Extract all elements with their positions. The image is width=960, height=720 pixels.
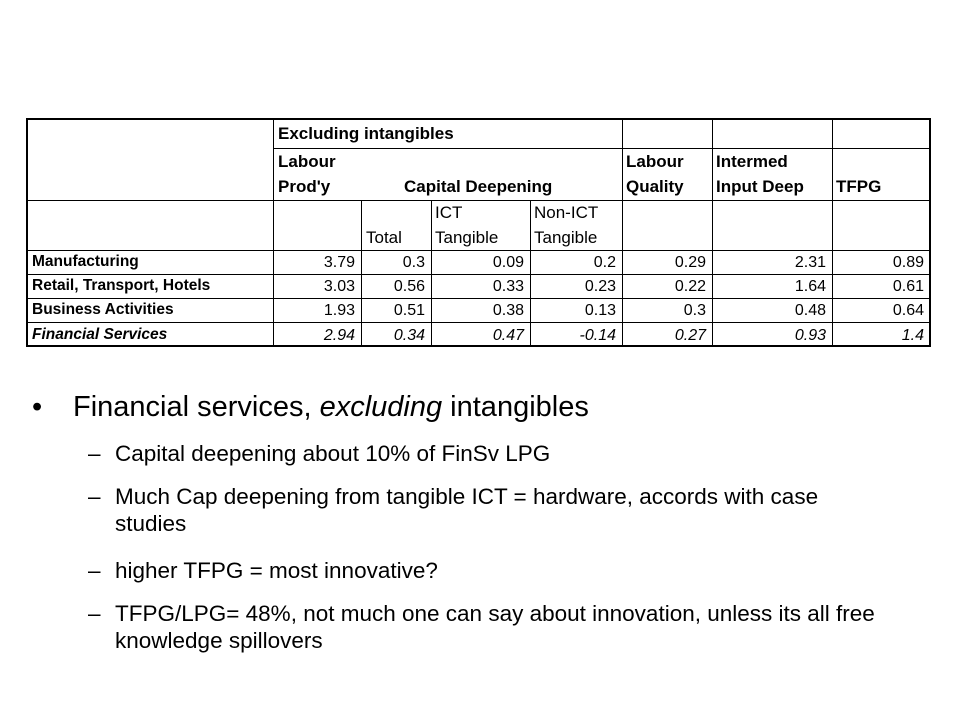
cell: 0.13 xyxy=(584,302,616,319)
sub-bullet-dash: – xyxy=(88,558,101,583)
row-label-business: Business Activities xyxy=(32,301,174,318)
table-line-h2 xyxy=(28,200,929,201)
cell: 0.64 xyxy=(892,302,924,319)
cell: 0.34 xyxy=(393,327,425,344)
table-line-v7 xyxy=(832,120,833,345)
cell: 0.3 xyxy=(402,254,425,271)
table-line-h3 xyxy=(28,250,929,251)
sub-bullet-text: higher TFPG = most innovative? xyxy=(115,558,438,583)
header-excluding-intangibles: Excluding intangibles xyxy=(278,124,454,143)
cell: 0.2 xyxy=(593,254,616,271)
header-intermed-line1: Intermed xyxy=(716,152,788,171)
table-line-h6 xyxy=(28,322,929,323)
header-intermed-line2: Input Deep xyxy=(716,177,804,196)
subheader-ict-line2: Tangible xyxy=(435,228,499,247)
cell: 2.94 xyxy=(323,327,355,344)
cell: 3.03 xyxy=(323,278,355,295)
table-line-v4 xyxy=(530,200,531,345)
cell: 0.51 xyxy=(393,302,425,319)
table-line-v3 xyxy=(431,200,432,345)
cell: 0.3 xyxy=(683,302,706,319)
table-line-v5 xyxy=(622,120,623,345)
cell: 0.23 xyxy=(584,278,616,295)
subheader-nonict-line2: Tangible xyxy=(534,228,598,247)
table-line-v2 xyxy=(361,200,362,345)
cell: -0.14 xyxy=(579,327,616,344)
cell: 0.56 xyxy=(393,278,425,295)
sub-bullet-text: TFPG/LPG= 48%, not much one can say about innovation, unless its all free knowledge spillovers xyxy=(115,601,875,653)
cell: 0.47 xyxy=(492,327,524,344)
cell: 0.33 xyxy=(492,278,524,295)
header-capital-deepening: Capital Deepening xyxy=(404,177,553,196)
cell: 0.29 xyxy=(674,254,706,271)
cell: 0.09 xyxy=(492,254,524,271)
row-label-financial: Financial Services xyxy=(32,326,168,343)
cell: 0.89 xyxy=(892,254,924,271)
cell: 3.79 xyxy=(323,254,355,271)
sub-bullet-text: Capital deepening about 10% of FinSv LPG xyxy=(115,441,551,466)
table-line-v1 xyxy=(273,120,274,345)
subheader-nonict-line1: Non-ICT xyxy=(534,203,599,222)
table-line-v6 xyxy=(712,120,713,345)
header-labour-quality-line1: Labour xyxy=(626,152,684,171)
row-label-retail: Retail, Transport, Hotels xyxy=(32,277,211,294)
growth-accounting-table xyxy=(26,118,931,347)
header-tfpg: TFPG xyxy=(836,177,882,196)
header-labour-prod-line2: Prod'y xyxy=(278,177,331,196)
sub-bullet-dash: – xyxy=(88,441,101,466)
sub-bullet-dash: – xyxy=(88,601,101,626)
cell: 0.61 xyxy=(892,278,924,295)
header-labour-prod-line1: Labour xyxy=(278,152,336,171)
cell: 0.27 xyxy=(674,327,706,344)
table-line-h4 xyxy=(28,274,929,275)
cell: 1.64 xyxy=(794,278,826,295)
table-line-h5 xyxy=(28,298,929,299)
sub-bullet-text: Much Cap deepening from tangible ICT = hardware, accords with case studies xyxy=(115,484,819,536)
subheader-total: Total xyxy=(366,228,402,247)
table-line-h1 xyxy=(273,148,929,149)
bullet-main-text: Financial services, excluding intangibles xyxy=(73,391,589,423)
cell: 0.48 xyxy=(794,302,826,319)
cell: 0.38 xyxy=(492,302,524,319)
cell: 1.93 xyxy=(323,302,355,319)
subheader-ict-line1: ICT xyxy=(435,203,463,222)
row-label-manufacturing: Manufacturing xyxy=(32,253,139,270)
bullet-dot: • xyxy=(32,391,43,423)
cell: 2.31 xyxy=(794,254,826,271)
cell: 1.4 xyxy=(901,327,924,344)
header-labour-quality-line2: Quality xyxy=(626,177,684,196)
sub-bullet-dash: – xyxy=(88,484,101,509)
cell: 0.93 xyxy=(794,327,826,344)
cell: 0.22 xyxy=(674,278,706,295)
